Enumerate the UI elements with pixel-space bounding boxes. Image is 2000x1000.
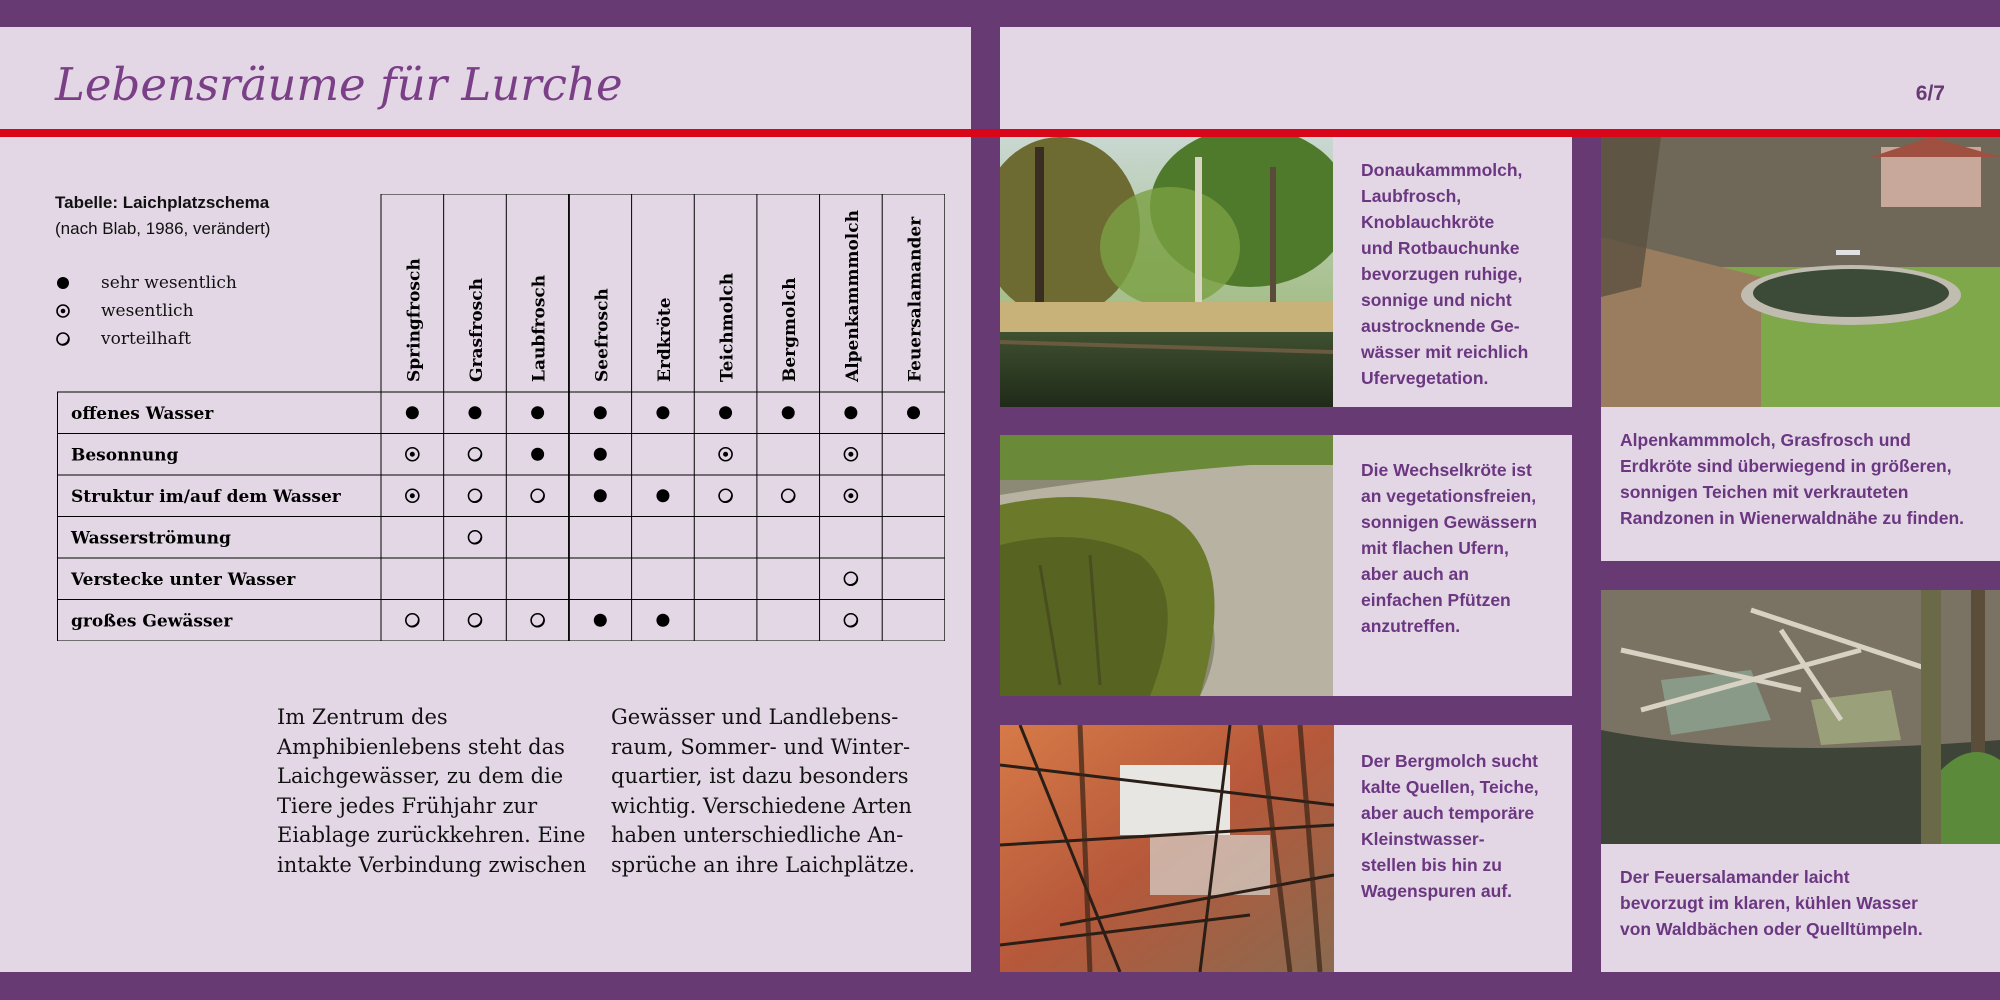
right-header-panel [1000, 27, 2000, 129]
row-label: Besonnung [71, 445, 179, 466]
filled-marker-icon [594, 489, 607, 502]
column-header-erdkröte: Erdkröte [654, 297, 675, 382]
dot-marker-icon [719, 448, 732, 461]
crescent-marker-icon [719, 489, 732, 502]
row-label: Struktur im/auf dem Wasser [71, 486, 341, 507]
crescent-marker-icon [531, 614, 544, 627]
filled-marker-icon [406, 406, 419, 419]
photo-forest-pool-reflection [1000, 725, 1334, 972]
spawning-site-table [57, 194, 945, 641]
filled-marker-icon [594, 406, 607, 419]
photo-gravel-water [1000, 435, 1333, 696]
crescent-marker-icon [531, 489, 544, 502]
photo-forest-pond [1000, 137, 1333, 407]
column-header-teichmolch: Teichmolch [717, 272, 738, 382]
filled-marker-icon [656, 406, 669, 419]
column-header-bergmolch: Bergmolch [780, 277, 801, 382]
photo-garden-pond [1601, 137, 2000, 407]
filled-marker-icon [782, 406, 795, 419]
caption-box-forest-stream [1601, 844, 2000, 972]
crescent-marker-icon [406, 614, 419, 627]
photo-forest-stream [1601, 590, 2000, 844]
caption-forest-pond: Donaukammmolch, Laubfrosch, Knoblauchkröte und Rotbauchunke bevorzugen ruhige, sonnige und nicht austrocknende Ge- wässer mit reichlich Ufervegetation. [1361, 160, 1529, 388]
page-title: Lebensräume für Lurche [55, 58, 623, 111]
crescent-marker-icon [468, 448, 481, 461]
crescent-marker-icon [468, 489, 481, 502]
filled-marker-icon [656, 489, 669, 502]
column-header-seefrosch: Seefrosch [592, 288, 613, 382]
table-caption-source: (nach Blab, 1986, verändert) [55, 219, 271, 238]
column-header-grasfrosch: Grasfrosch [466, 278, 487, 382]
table-caption-title: Tabelle: Laichplatzschema [55, 193, 270, 212]
row-label: großes Gewässer [71, 611, 233, 632]
caption-gravel-water: Die Wechselkröte ist an vegetationsfreien, sonnigen Gewässern mit flachen Ufern, aber auch an einfachen Pfützen anzutreffen. [1361, 460, 1538, 636]
caption-box-forest-pond [1333, 137, 1572, 407]
filled-marker-icon [468, 406, 481, 419]
filled-marker-icon [531, 448, 544, 461]
legend-label: vorteilhaft [101, 329, 191, 349]
filled-marker-icon [656, 614, 669, 627]
body-text-column-1: Im Zentrum des Amphibienlebens steht das Laichgewässer, zu dem die Tiere jedes Frühjahr zur Eiablage zurückkehren. Eine intakte Verbindung zwischen [277, 705, 587, 877]
body-text-column-2: Gewässer und Landlebens- raum, Sommer- und Winter- quartier, ist dazu besonders wichtig. Verschiedene Arten haben unterschiedliche An- sprüche an ihre Laichplätze. [611, 705, 916, 877]
crescent-marker-icon [844, 614, 857, 627]
dot-marker-icon [406, 489, 419, 502]
legend-label: sehr wesentlich [101, 273, 237, 293]
page-number: 6/7 [1915, 82, 1945, 105]
filled-marker-icon [594, 614, 607, 627]
legend-label: wesentlich [101, 301, 194, 321]
caption-box-forest-pool [1334, 725, 1572, 972]
caption-forest-stream: Der Feuersalamander laicht bevorzugt im klaren, kühlen Wasser von Waldbächen oder Quelltümpeln. [1620, 867, 1923, 939]
filled-marker-icon [844, 406, 857, 419]
caption-garden-pond: Alpenkammmolch, Grasfrosch und Erdkröte sind überwiegend in größeren, sonnigen Teichen mit verkrauteten Randzonen in Wienerwaldnähe zu finden. [1620, 430, 1965, 528]
filled-marker-icon [594, 448, 607, 461]
column-header-alpenkammmolch: Alpenkammmolch [842, 210, 863, 382]
crescent-marker-icon [844, 572, 857, 585]
dot-marker-icon [406, 448, 419, 461]
caption-box-gravel-water [1333, 435, 1572, 696]
crescent-marker-icon [468, 531, 481, 544]
caption-box-garden-pond [1601, 407, 2000, 561]
filled-marker-icon [907, 406, 920, 419]
crescent-marker-icon [782, 489, 795, 502]
column-header-laubfrosch: Laubfrosch [529, 274, 550, 382]
caption-forest-pool: Der Bergmolch sucht kalte Quellen, Teiche, aber auch temporäre Kleinstwasser- stellen bis hin zu Wagenspuren auf. [1361, 751, 1539, 901]
row-label: Wasserströmung [71, 528, 231, 549]
red-divider-line [0, 129, 2000, 137]
crescent-marker-icon [468, 614, 481, 627]
row-label: Verstecke unter Wasser [71, 569, 296, 590]
filled-marker-icon [531, 406, 544, 419]
filled-marker-icon [719, 406, 732, 419]
column-header-springfrosch: Springfrosch [404, 258, 425, 382]
dot-marker-icon [844, 489, 857, 502]
column-header-feuersalamander: Feuersalamander [905, 216, 926, 382]
row-label: offenes Wasser [71, 403, 214, 424]
dot-marker-icon [844, 448, 857, 461]
